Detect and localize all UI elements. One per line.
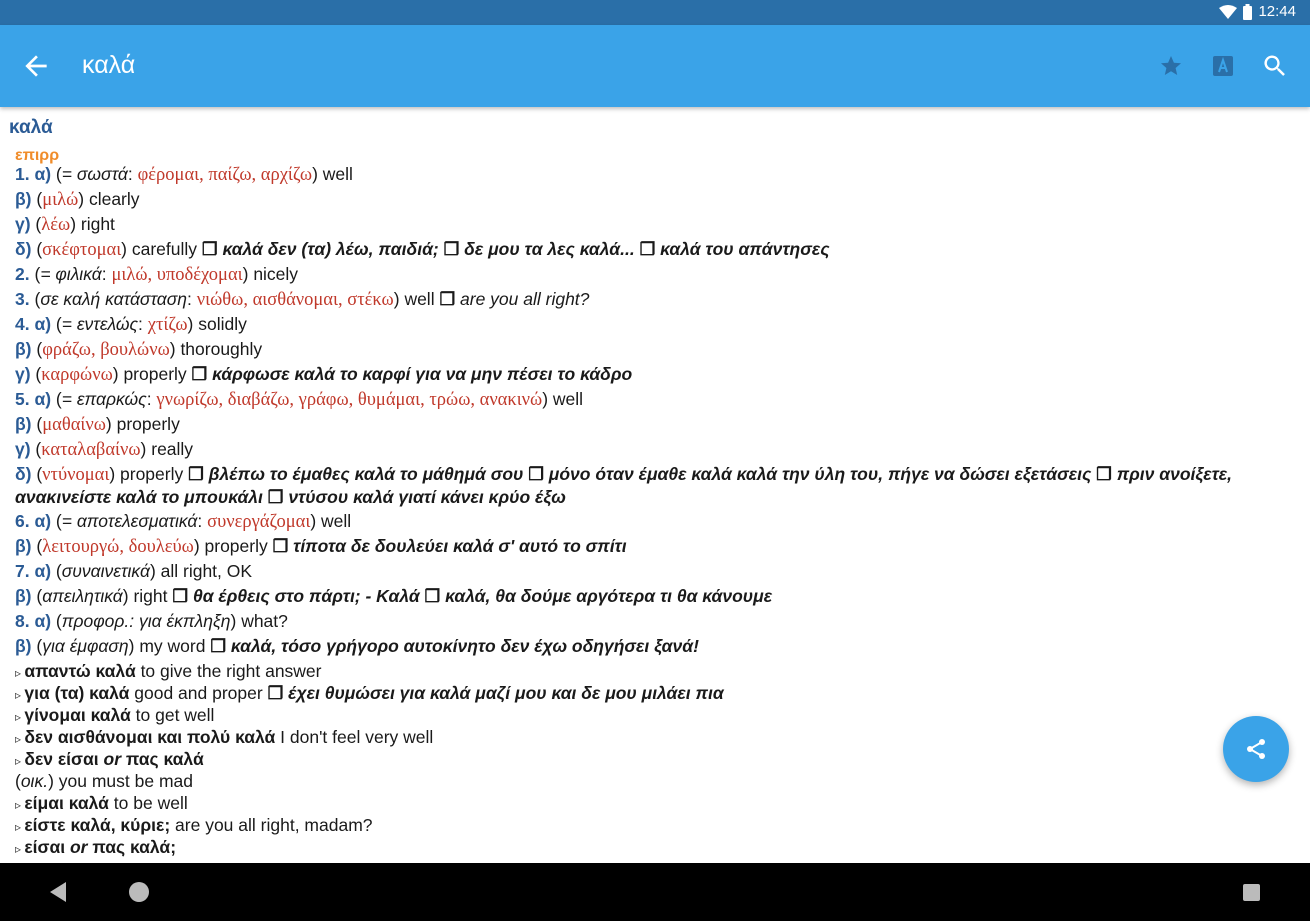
entry-text: (: [30, 364, 42, 384]
entry-line: [15, 188, 140, 211]
sense-number: 2.: [15, 264, 30, 284]
entry-text: (: [29, 264, 41, 284]
entry-text: ❒: [172, 586, 193, 606]
entry-text: είσαι: [24, 837, 70, 857]
entry-text: :: [138, 314, 148, 334]
entry-text: για έμφαση: [42, 636, 129, 656]
entry-line: [15, 413, 180, 436]
example-text: ντύσου καλά γιατί κάνει κρύο έξω: [288, 487, 566, 507]
entry-text: (: [31, 464, 43, 484]
star-icon: [1159, 54, 1183, 78]
sense-number: δ): [15, 464, 32, 484]
entry-text: ) nicely: [242, 264, 299, 284]
entry-text: ▹: [15, 798, 25, 812]
entry-text: ) my word: [128, 636, 211, 656]
entry-text: (: [51, 164, 62, 184]
share-icon: [1244, 737, 1268, 761]
entry-text: ) well: [393, 289, 440, 309]
sense-number: γ): [15, 439, 31, 459]
example-text: or: [69, 837, 88, 857]
example-text: μόνο όταν έμαθε καλά καλά την ύλη του, πήγε να δώσει εξετάσεις: [548, 464, 1097, 484]
entry-text: are you all right, madam?: [170, 815, 373, 835]
entry-line: [15, 610, 288, 632]
entry-text: ) properly: [109, 464, 189, 484]
entry-line: [15, 213, 115, 236]
entry-text: πας καλά;: [87, 837, 177, 857]
entry-line: [15, 585, 772, 607]
greek-term: νιώθω, αισθάνομαι, στέκω: [196, 290, 394, 310]
entry-text: ) all right, OK: [149, 561, 253, 581]
entry-line: [15, 635, 699, 657]
nav-back-button[interactable]: [48, 881, 68, 908]
entry-text: απαντώ καλά: [24, 661, 136, 681]
sense-number: γ): [15, 214, 31, 234]
entry-line: [15, 438, 193, 461]
entry-text: ) right: [70, 214, 115, 234]
dictionary-entry: [0, 107, 1310, 863]
entry-text: οικ.: [20, 771, 49, 791]
sense-number: β): [15, 536, 32, 556]
favorite-button[interactable]: [1156, 51, 1186, 81]
sense-number: 6. α): [15, 511, 52, 531]
entry-text: (: [29, 289, 41, 309]
entry-text: :: [187, 289, 197, 309]
entry-text: ▹: [15, 754, 25, 768]
status-bar: [0, 0, 1310, 25]
example-text: τίποτα δε δουλεύει καλά σ' αυτό το σπίτι: [293, 536, 627, 556]
entry-line: [15, 682, 724, 706]
entry-text: ❒: [272, 536, 294, 556]
entry-line: [15, 660, 322, 684]
entry-text: ❒: [201, 239, 223, 259]
example-text: καλά, θα δούμε αργότερα τι θα κάνουμε: [445, 586, 773, 606]
entry-text: ) really: [140, 439, 194, 459]
entry-line: [15, 704, 214, 728]
sense-number: 1. α): [15, 164, 52, 184]
entry-text: :: [127, 164, 138, 184]
entry-text: ❒: [188, 464, 209, 484]
navigation-bar: [0, 863, 1310, 921]
entry-text: = φιλικά: [40, 264, 102, 284]
nav-recents-button[interactable]: [1243, 884, 1260, 901]
entry-text: ) well: [542, 389, 584, 409]
entry-text: (: [51, 511, 62, 531]
entry-text: ) properly: [112, 364, 192, 384]
triangle-back-icon: [48, 881, 68, 903]
entry-line: [15, 535, 627, 558]
entry-text: είστε καλά, κύριε;: [24, 815, 171, 835]
entry-text: ❒: [267, 683, 289, 703]
entry-text: (: [51, 611, 62, 631]
entry-text: ) properly: [193, 536, 273, 556]
sense-number: β): [15, 339, 32, 359]
example-text: καλά δεν (τα) λέω, παιδιά;: [222, 239, 444, 259]
entry-text: ) properly: [105, 414, 180, 434]
sense-number: β): [15, 636, 32, 656]
sense-number: δ): [15, 239, 32, 259]
greek-term: μιλώ, υποδέχομαι: [111, 265, 243, 285]
example-text: πριν ανοίξετε, ανακινείστε καλά το μπουκάλι: [15, 464, 1232, 507]
entry-text: (: [31, 339, 43, 359]
sense-number: β): [15, 189, 32, 209]
entry-line: [15, 338, 262, 361]
app-bar: [0, 25, 1310, 107]
entry-text: = αποτελεσματικά: [61, 511, 198, 531]
entry-line: [15, 560, 252, 582]
share-button[interactable]: [1223, 716, 1289, 782]
search-icon: [1261, 52, 1289, 80]
entry-line: [15, 510, 351, 533]
entry-text: ▹: [15, 710, 25, 724]
greek-term: φράζω, βουλώνω: [42, 340, 170, 360]
sense-number: β): [15, 414, 32, 434]
entry-text: γίνομαι καλά: [24, 705, 131, 725]
wifi-icon: [1219, 5, 1237, 19]
entry-text: συναινετικά: [61, 561, 150, 581]
sense-number: 7. α): [15, 561, 52, 581]
entry-text: ) right: [122, 586, 173, 606]
entry-text: I don't feel very well: [275, 727, 434, 747]
entry-text: = επαρκώς: [61, 389, 147, 409]
entry-text: ) you must be mad: [48, 771, 193, 791]
greek-term: καρφώνω: [41, 365, 113, 385]
entry-text: δεν είσαι: [24, 749, 104, 769]
entry-text: (: [31, 239, 43, 259]
entry-headword: καλά: [9, 117, 53, 138]
entry-text: ❒: [267, 487, 289, 507]
entry-text: ) carefully: [121, 239, 202, 259]
arrow-left-icon: [20, 50, 52, 82]
entry-text: ❒: [191, 364, 213, 384]
entry-text: :: [146, 389, 157, 409]
entry-text: (: [51, 314, 62, 334]
back-button[interactable]: [20, 50, 52, 82]
entry-text: ▹: [15, 666, 25, 680]
sense-number: 8. α): [15, 611, 52, 631]
entry-text: ) clearly: [78, 189, 140, 209]
example-text: βλέπω το έμαθες καλά το μάθημά σου: [208, 464, 529, 484]
entry-line: [15, 238, 830, 261]
part-of-speech: επιρρ: [15, 147, 60, 164]
entry-text: (: [15, 771, 21, 791]
entry-line: [15, 748, 204, 772]
entry-text: ❒: [1096, 464, 1117, 484]
entry-text: ▹: [15, 688, 25, 702]
example-text: θα έρθεις στο πάρτι; - Καλά: [192, 586, 425, 606]
entry-text: ▹: [15, 732, 25, 746]
entry-text: (: [31, 586, 43, 606]
entry-text: προφορ.: για έκπληξη: [61, 611, 231, 631]
greek-term: γνωρίζω, διαβάζω, γράφω, θυμάμαι, τρώω, ανακινώ: [156, 390, 543, 410]
greek-term: χτίζω: [147, 315, 188, 335]
font-size-button[interactable]: [1208, 51, 1238, 81]
greek-term: συνεργάζομαι: [207, 512, 311, 532]
entry-text: ❒: [443, 239, 465, 259]
entry-text: (: [51, 389, 62, 409]
page-title: καλά: [82, 51, 136, 79]
entry-text: (: [30, 214, 42, 234]
greek-term: ντύνομαι: [42, 465, 110, 485]
entry-line: [15, 463, 1295, 508]
greek-term: σκέφτομαι: [42, 240, 122, 260]
entry-line: [15, 388, 583, 411]
greek-term: μιλώ: [42, 190, 79, 210]
app-bar-actions: [1156, 51, 1290, 81]
entry-text: για (τα) καλά: [24, 683, 130, 703]
entry-text: ▹: [15, 842, 25, 856]
entry-line: [15, 163, 353, 186]
entry-line: [15, 363, 632, 386]
entry-text: good and proper: [129, 683, 268, 703]
example-text: έχει θυμώσει για καλά μαζί μου και δε μου μιλάει πια: [288, 683, 724, 703]
entry-text: (: [31, 189, 43, 209]
entry-text: = εντελώς: [61, 314, 139, 334]
entry-text: απειλητικά: [42, 586, 123, 606]
entry-line: [15, 792, 188, 816]
battery-icon: [1243, 4, 1252, 20]
entry-text: to get well: [130, 705, 215, 725]
example-text: δε μου τα λες καλά...: [464, 239, 640, 259]
entry-text: ▹: [15, 820, 25, 834]
entry-text: ) thoroughly: [169, 339, 263, 359]
entry-text: πας καλά: [121, 749, 204, 769]
sense-number: β): [15, 586, 32, 606]
entry-text: ❒: [439, 289, 461, 309]
greek-term: λέω: [41, 215, 71, 235]
entry-text: are you all right?: [460, 289, 590, 309]
entry-line: [15, 263, 298, 286]
status-time: 12:44: [1258, 3, 1296, 20]
example-text: καλά του απάντησες: [660, 239, 830, 259]
entry-line: [15, 726, 433, 750]
entry-text: είμαι καλά: [24, 793, 109, 813]
entry-text: (: [30, 439, 42, 459]
entry-text: :: [197, 511, 208, 531]
sense-number: 3.: [15, 289, 30, 309]
entry-text: to be well: [108, 793, 188, 813]
nav-home-button[interactable]: [129, 882, 149, 902]
entry-line: [15, 313, 247, 336]
sense-number: γ): [15, 364, 31, 384]
entry-line: [15, 288, 589, 311]
entry-line: [15, 836, 176, 860]
entry-text: ) solidly: [187, 314, 247, 334]
example-text: or: [103, 749, 121, 769]
entry-text: δεν αισθάνομαι και πολύ καλά: [24, 727, 276, 747]
entry-text: σε καλή κατάσταση: [40, 289, 188, 309]
entry-text: ❒: [424, 586, 446, 606]
greek-term: μαθαίνω: [42, 415, 106, 435]
entry-text: ❒: [528, 464, 549, 484]
sense-number: 4. α): [15, 314, 52, 334]
entry-text: (: [31, 414, 43, 434]
entry-text: (: [31, 536, 43, 556]
entry-text: to give the right answer: [135, 661, 322, 681]
sense-number: 5. α): [15, 389, 52, 409]
greek-term: λειτουργώ, δουλεύω: [42, 537, 194, 557]
greek-term: καταλαβαίνω: [41, 440, 141, 460]
entry-text: (: [31, 636, 43, 656]
entry-text: :: [101, 264, 112, 284]
entry-text: = σωστά: [61, 164, 128, 184]
entry-text: ❒: [639, 239, 661, 259]
entry-text: ❒: [210, 636, 231, 656]
status-icons: [1219, 3, 1296, 20]
entry-text: (: [51, 561, 62, 581]
entry-line: [15, 814, 373, 838]
entry-text: ) well: [312, 164, 353, 184]
entry-text: ) what?: [230, 611, 288, 631]
entry-line: [15, 770, 193, 792]
example-text: καλά, τόσο γρήγορο αυτοκίνητο δεν έχω οδηγήσει ξανά!: [230, 636, 699, 656]
font-size-icon: [1211, 54, 1235, 78]
greek-term: φέρομαι, παίζω, αρχίζω: [137, 165, 313, 185]
example-text: κάρφωσε καλά το καρφί για να μην πέσει το κάδρο: [212, 364, 633, 384]
entry-text: ) well: [310, 511, 352, 531]
search-button[interactable]: [1260, 51, 1290, 81]
